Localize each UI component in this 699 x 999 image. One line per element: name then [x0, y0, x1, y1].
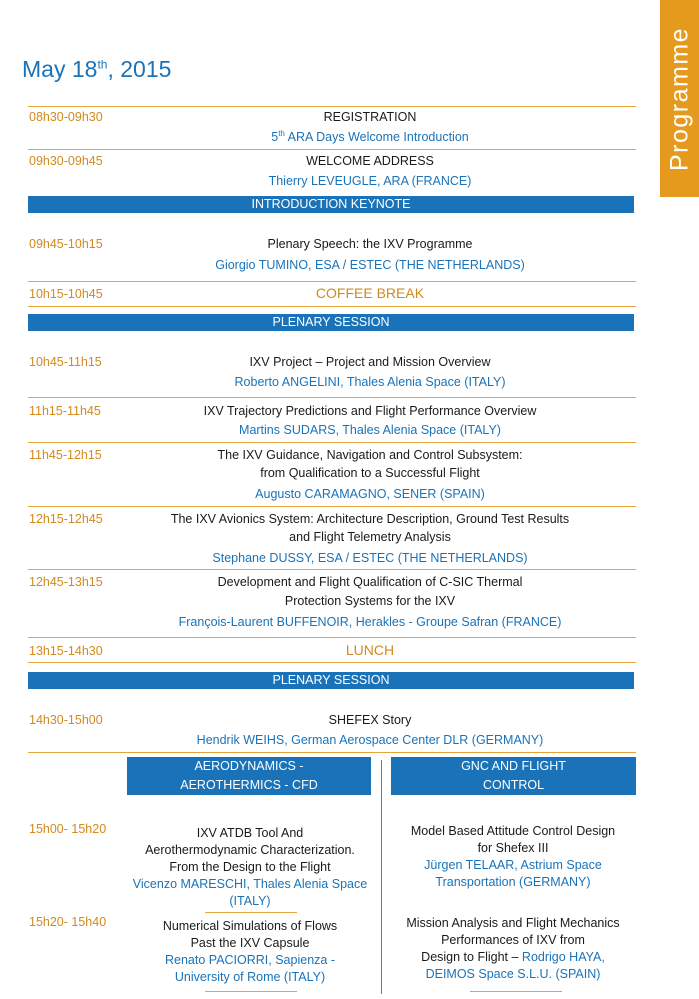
divider — [28, 281, 636, 282]
programme-tab-label: Programme — [665, 26, 693, 171]
row-title: Development and Flight Qualification of C-SIC Thermal — [217, 575, 523, 589]
track-header-aerodynamics: AERODYNAMICS - AEROTHERMICS - CFD — [127, 757, 371, 795]
row-title: Plenary Speech: the IXV Programme — [267, 237, 473, 251]
session-left-2: Numerical Simulations of Flows Past the IXV Capsule Renato PACIORRI, Sapienza - University of Rome (ITALY) — [162, 919, 338, 984]
row-speaker: Roberto ANGELINI, Thales Alenia Space (ITALY) — [234, 375, 506, 389]
session-right-1: Model Based Attitude Control Design for Shefex III Jürgen TELAAR, Astrium Space Transportation (GERMANY) — [410, 824, 616, 889]
track-divider — [381, 760, 382, 994]
divider — [28, 662, 636, 663]
row-time: 10h15-10h45 — [29, 287, 103, 301]
row-speaker: Hendrik WEIHS, German Aerospace Center DLR (GERMANY) — [196, 733, 544, 747]
row-speaker: Augusto CARAMAGNO, SENER (SPAIN) — [255, 487, 485, 501]
divider — [28, 442, 636, 443]
row-time: 10h45-11h15 — [29, 355, 102, 369]
row-title: WELCOME ADDRESS — [306, 154, 434, 168]
row-title: IXV Trajectory Predictions and Flight Performance Overview — [203, 404, 537, 418]
divider — [28, 506, 636, 507]
section-bar-plenary-2: PLENARY SESSION — [28, 672, 634, 689]
divider — [28, 397, 636, 398]
row-speaker: Thierry LEVEUGLE, ARA (FRANCE) — [268, 174, 472, 188]
divider — [28, 106, 636, 107]
row-time: 12h45-13h15 — [29, 575, 103, 589]
track-header-gnc: GNC AND FLIGHT CONTROL — [391, 757, 636, 795]
divider — [28, 637, 636, 638]
row-time: 08h30-09h30 — [29, 110, 103, 124]
row-time: 14h30-15h00 — [29, 713, 103, 727]
row-title: from Qualification to a Successful Flight — [260, 466, 480, 480]
row-time: 11h15-11h45 — [29, 404, 101, 418]
row-time: 13h15-14h30 — [29, 644, 103, 658]
section-bar-plenary: PLENARY SESSION — [28, 314, 634, 331]
row-time: 11h45-12h15 — [29, 448, 102, 462]
row-speaker: Stephane DUSSY, ESA / ESTEC (THE NETHERLANDS) — [212, 551, 528, 565]
row-title: IXV Project – Project and Mission Overview — [249, 355, 491, 369]
row-title: The IXV Avionics System: Architecture Description, Ground Test Results — [170, 512, 570, 526]
divider — [28, 752, 636, 753]
row-speaker: François-Laurent BUFFENOIR, Herakles - Groupe Safran (FRANCE) — [178, 615, 562, 629]
row-title: The IXV Guidance, Navigation and Control Subsystem: — [217, 448, 523, 462]
row-title: SHEFEX Story — [328, 713, 412, 727]
session-time: 15h00- 15h20 — [29, 822, 107, 836]
row-title: REGISTRATION — [323, 110, 417, 124]
session-left-1: IXV ATDB Tool And Aerothermodynamic Characterization. From the Design to the Flight Vicenzo MARESCHI, Thales Alenia Space (ITALY) — [132, 826, 368, 908]
divider — [205, 912, 297, 913]
page-date: May 18th, 2015 — [22, 56, 172, 82]
divider — [470, 991, 562, 992]
session-right-2: Mission Analysis and Flight Mechanics Performances of IXV from Design to Flight – Rodrigo HAYA, DEIMOS Space S.L.U. (SPAIN) — [406, 916, 620, 981]
row-time: 09h30-09h45 — [29, 154, 103, 168]
session-time: 15h20- 15h40 — [29, 915, 107, 929]
row-speaker: Martins SUDARS, Thales Alenia Space (ITALY) — [239, 423, 501, 437]
divider — [28, 306, 636, 307]
row-speaker: Giorgio TUMINO, ESA / ESTEC (THE NETHERLANDS) — [215, 258, 525, 272]
row-time: 12h15-12h45 — [29, 512, 103, 526]
divider — [28, 569, 636, 570]
divider — [28, 149, 636, 150]
break-label: LUNCH — [345, 642, 395, 658]
break-label: COFFEE BREAK — [315, 285, 425, 301]
divider — [205, 991, 297, 992]
row-speaker: 5th ARA Days Welcome Introduction — [271, 129, 469, 145]
section-bar-keynote: INTRODUCTION KEYNOTE — [28, 196, 634, 213]
row-title: and Flight Telemetry Analysis — [289, 530, 451, 544]
row-title: Protection Systems for the IXV — [284, 594, 456, 608]
row-time: 09h45-10h15 — [29, 237, 103, 251]
